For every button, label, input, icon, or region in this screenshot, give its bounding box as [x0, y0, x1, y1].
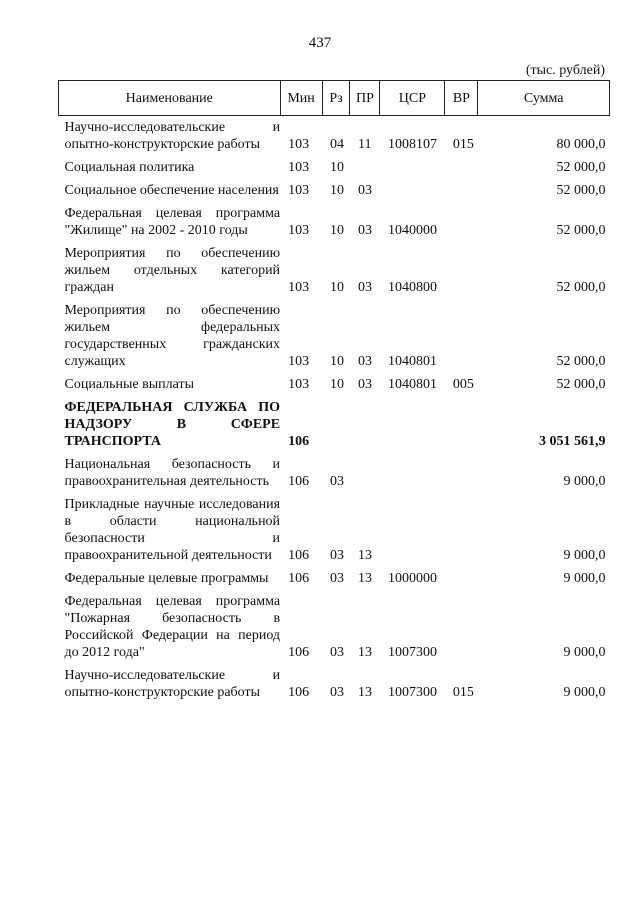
- table-row: [59, 179, 610, 202]
- row-name: Социальная политика: [64, 160, 195, 175]
- row-csr: 1007300: [387, 685, 437, 700]
- row-name: Федеральная целевая программа "Пожарная безопасность в Российской Федерации на период до 2012 года": [64, 594, 281, 660]
- row-pr: 03: [357, 183, 372, 198]
- row-sum: 3 051 561,9: [539, 434, 606, 449]
- row-pr: [350, 453, 380, 493]
- table-row: [59, 373, 610, 396]
- table-row: [59, 590, 610, 664]
- row-name: Социальное обеспечение населения: [64, 183, 279, 198]
- row-min: 106: [288, 434, 310, 449]
- row-min: 106: [288, 571, 310, 586]
- row-pr: 03: [357, 354, 372, 369]
- row-sum: 52 000,0: [556, 280, 606, 295]
- row-name: Научно-исследовательские и опытно-конструкторские работы: [64, 120, 281, 152]
- row-pr: 03: [357, 377, 372, 392]
- row-sum: 52 000,0: [556, 160, 606, 175]
- row-sum: 52 000,0: [556, 377, 606, 392]
- row-csr: 1040000: [387, 223, 437, 238]
- header-min: Мин: [280, 81, 322, 116]
- row-min: 106: [288, 645, 310, 660]
- row-rz: 10: [330, 354, 344, 369]
- row-sum: 9 000,0: [563, 571, 606, 586]
- row-sum: 52 000,0: [556, 183, 606, 198]
- header-name: Наименование: [59, 81, 281, 116]
- row-rz: 10: [330, 223, 344, 238]
- row-rz: 03: [330, 685, 344, 700]
- row-min: 103: [288, 354, 310, 369]
- header-pr: ПР: [350, 81, 380, 116]
- row-min: 103: [288, 183, 310, 198]
- row-vr: [445, 493, 478, 567]
- row-pr: 13: [357, 548, 372, 563]
- table-row-section: [59, 396, 610, 453]
- row-min: 103: [288, 223, 310, 238]
- page-number: 437: [308, 35, 332, 51]
- row-csr: 1008107: [387, 137, 437, 152]
- row-name: Мероприятия по обеспечению жильем отдельных категорий граждан: [64, 246, 281, 295]
- row-sum: 9 000,0: [563, 474, 606, 489]
- table-row: [59, 493, 610, 567]
- row-pr: [350, 156, 380, 179]
- row-sum: 52 000,0: [556, 223, 606, 238]
- row-rz: 04: [330, 137, 344, 152]
- row-name: Мероприятия по обеспечению жильем федеральных государственных гражданских служащих: [64, 303, 281, 369]
- row-min: 103: [288, 280, 310, 295]
- header-csr: ЦСР: [380, 81, 445, 116]
- row-min: 103: [288, 160, 310, 175]
- budget-table: [58, 80, 610, 704]
- units-label: (тыс. рублей): [525, 63, 605, 78]
- row-rz: 03: [330, 571, 344, 586]
- row-vr: [445, 179, 478, 202]
- row-csr: 1040800: [387, 280, 437, 295]
- row-min: 106: [288, 548, 310, 563]
- table-header-row: [59, 81, 610, 116]
- row-rz: 10: [330, 160, 344, 175]
- row-pr: 13: [357, 571, 372, 586]
- row-csr: 1040801: [387, 377, 437, 392]
- row-vr: 005: [452, 377, 474, 392]
- row-rz: 10: [330, 377, 344, 392]
- row-vr: [445, 156, 478, 179]
- row-name: Научно-исследовательские и опытно-конструкторские работы: [64, 668, 281, 700]
- row-csr: 1040801: [387, 354, 437, 369]
- row-vr: [445, 396, 478, 453]
- row-name: Федеральная целевая программа "Жилище" на 2002 - 2010 годы: [64, 206, 281, 238]
- row-name: ФЕДЕРАЛЬНАЯ СЛУЖБА ПО НАДЗОРУ В СФЕРЕ ТРАНСПОРТА: [64, 400, 281, 449]
- row-rz: [322, 396, 350, 453]
- row-vr: 015: [452, 137, 474, 152]
- row-vr: [445, 299, 478, 373]
- row-vr: [445, 590, 478, 664]
- row-csr: 1000000: [387, 571, 437, 586]
- row-rz: 03: [330, 548, 344, 563]
- row-name: Национальная безопасность и правоохранительная деятельность: [64, 457, 281, 489]
- row-name: Федеральные целевые программы: [64, 571, 269, 586]
- row-sum: 9 000,0: [563, 645, 606, 660]
- row-sum: 80 000,0: [556, 137, 606, 152]
- header-sum: Сумма: [478, 81, 610, 116]
- row-pr: 03: [357, 280, 372, 295]
- row-pr: 11: [357, 137, 372, 152]
- row-csr: [380, 453, 445, 493]
- row-vr: [445, 453, 478, 493]
- row-sum: 9 000,0: [563, 548, 606, 563]
- row-vr: [445, 242, 478, 299]
- row-name: Прикладные научные исследования в области национальной безопасности и правоохранительной деятельности: [64, 497, 281, 563]
- table-row: [59, 299, 610, 373]
- row-min: 106: [288, 474, 310, 489]
- row-sum: 52 000,0: [556, 354, 606, 369]
- row-vr: 015: [452, 685, 474, 700]
- table-row: [59, 242, 610, 299]
- row-name: Социальные выплаты: [64, 377, 195, 392]
- row-pr: [350, 396, 380, 453]
- row-csr: [380, 396, 445, 453]
- row-rz: 03: [330, 474, 344, 489]
- row-csr: [380, 179, 445, 202]
- row-min: 103: [288, 137, 310, 152]
- row-rz: 10: [330, 280, 344, 295]
- row-min: 103: [288, 377, 310, 392]
- row-min: 106: [288, 685, 310, 700]
- table-row: [59, 156, 610, 179]
- row-vr: [445, 202, 478, 242]
- header-vr: ВР: [445, 81, 478, 116]
- row-rz: 03: [330, 645, 344, 660]
- row-pr: 13: [357, 685, 372, 700]
- table-row: [59, 202, 610, 242]
- table-row: [59, 453, 610, 493]
- table-row: [59, 567, 610, 590]
- row-csr: 1007300: [387, 645, 437, 660]
- row-vr: [445, 567, 478, 590]
- row-rz: 10: [330, 183, 344, 198]
- header-rz: Рз: [322, 81, 350, 116]
- table-row: [59, 116, 610, 157]
- row-pr: 03: [357, 223, 372, 238]
- table-row: [59, 664, 610, 704]
- row-csr: [380, 493, 445, 567]
- row-pr: 13: [357, 645, 372, 660]
- row-sum: 9 000,0: [563, 685, 606, 700]
- row-csr: [380, 156, 445, 179]
